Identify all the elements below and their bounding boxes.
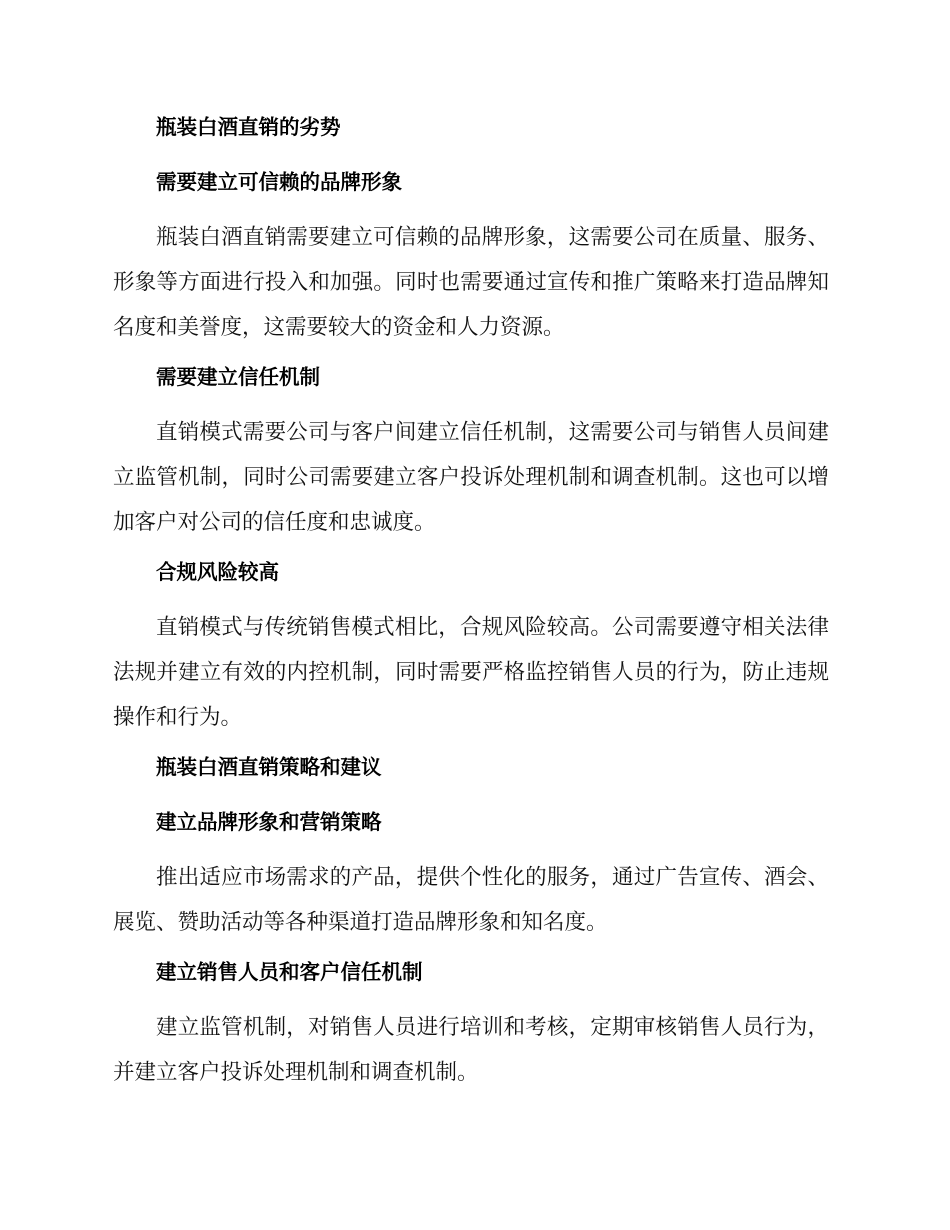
section-heading: 需要建立可信赖的品牌形象 (156, 170, 402, 194)
paragraph-line: 并建立客户投诉处理机制和调查机制。 (113, 1060, 479, 1085)
paragraph-line: 瓶装白酒直销需要建立可信赖的品牌形象，这需要公司在质量、服务、 (156, 225, 829, 250)
body-paragraph (113, 1005, 829, 1095)
paragraph-line: 立监管机制，同时公司需要建立客户投诉处理机制和调查机制。这也可以增 (113, 465, 829, 490)
section-heading: 合规风险较高 (156, 560, 279, 584)
paragraph-line: 名度和美誉度，这需要较大的资金和人力资源。 (113, 315, 565, 340)
document-page (113, 105, 829, 1100)
section-heading: 建立销售人员和客户信任机制 (156, 960, 423, 984)
section-heading: 需要建立信任机制 (156, 365, 320, 389)
paragraph-line: 建立监管机制，对销售人员进行培训和考核，定期审核销售人员行为， (156, 1015, 829, 1040)
paragraph-line: 操作和行为。 (113, 705, 243, 730)
paragraph-line: 展览、赞助活动等各种渠道打造品牌形象和知名度。 (113, 910, 608, 935)
section-heading: 瓶装白酒直销策略和建议 (156, 755, 382, 779)
section-heading: 建立品牌形象和营销策略 (156, 810, 382, 834)
paragraph-line: 形象等方面进行投入和加强。同时也需要通过宣传和推广策略来打造品牌知 (113, 270, 829, 295)
paragraph-line: 直销模式需要公司与客户间建立信任机制，这需要公司与销售人员间建 (156, 420, 829, 445)
section-heading: 瓶装白酒直销的劣势 (156, 115, 341, 139)
body-paragraph (113, 410, 829, 545)
paragraph-line: 加客户对公司的信任度和忠诚度。 (113, 510, 436, 535)
body-paragraph (113, 855, 829, 945)
paragraph-line: 直销模式与传统销售模式相比，合规风险较高。公司需要遵守相关法律 (156, 615, 829, 640)
paragraph-line: 推出适应市场需求的产品，提供个性化的服务，通过广告宣传、酒会、 (156, 865, 829, 890)
paragraph-line: 法规并建立有效的内控机制，同时需要严格监控销售人员的行为，防止违规 (113, 660, 829, 685)
body-paragraph (113, 215, 829, 350)
body-paragraph (113, 605, 829, 740)
